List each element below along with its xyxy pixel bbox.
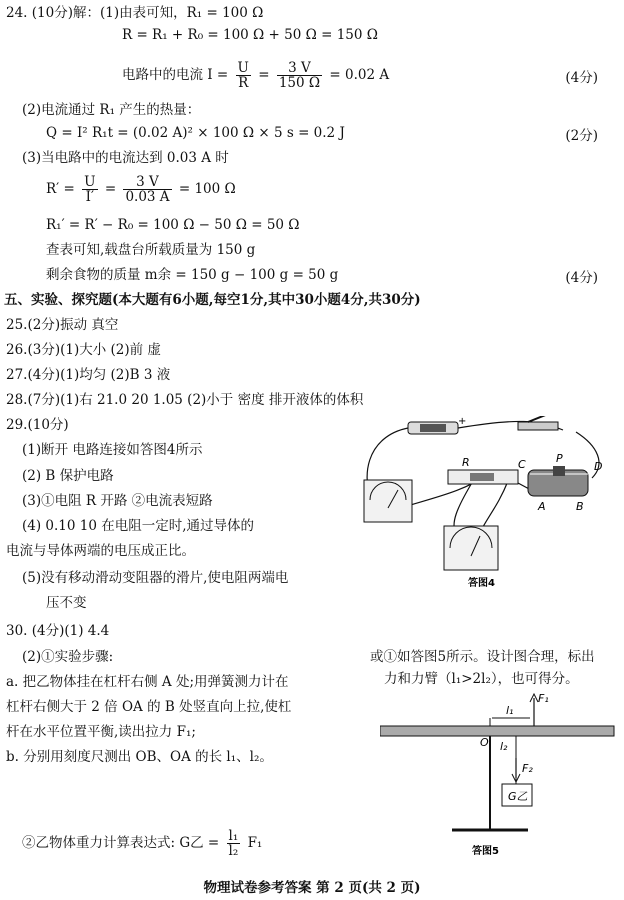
figure-4-caption: 答图4: [468, 578, 495, 589]
q24-total-resistance: R = R₁ + R₀ = 100 Ω + 50 Ω = 150 Ω: [122, 27, 378, 43]
f1-label: F₁: [538, 692, 549, 705]
q30-step-a1: a. 把乙物体挂在杠杆右侧 A 处;用弹簧测力计在: [6, 674, 289, 690]
q30-step-a3: 杆在水平位置平衡,读出拉力 F₁;: [6, 724, 196, 740]
q24-resistance-prime: R′ = $\frac{U}{I'}$ = $\frac{3 V}{0.03 A}$ = 100 Ω: [46, 174, 236, 205]
switch-base: [518, 422, 558, 430]
q26-answer: 26.(3分)(1)大小 (2)前 虚: [6, 342, 161, 358]
switch-lever: [528, 416, 548, 422]
lever-bar: [380, 726, 614, 736]
q24-table-lookup: 查表可知,载盘台所载质量为 150 g: [46, 242, 256, 258]
q24-current: 电路中的电流 I = $\frac{U}{R}$ = $\frac{3 V}{150 \Omega}$ = 0.02 A: [122, 60, 390, 91]
q28-answer: 28.(7分)(1)右 21.0 20 1.05 (2)小于 密度 排开液体的体积: [6, 392, 364, 408]
circuit-diagram-figure-4: [348, 416, 610, 600]
q30-step-b: b. 分别用刻度尺测出 OB、OA 的长 l₁、l₂。: [6, 749, 273, 765]
q24-remaining-mass: 剩余食物的质量 m余 = 150 g − 100 g = 50 g: [46, 267, 339, 283]
q24-part2: (2)电流通过 R₁ 产生的热量：: [22, 102, 201, 118]
q24-fraction-u-r: $\frac{U}{R}$: [237, 60, 249, 91]
q24-points-1: (4分): [565, 70, 598, 86]
q30-alt-1: 或①如答图5所示。设计图合理，标出: [370, 649, 595, 665]
battery-body: [420, 424, 446, 432]
l2-label: l₂: [500, 740, 508, 753]
q29-head: 29.(10分): [6, 417, 69, 433]
resistor-label: R: [462, 456, 470, 469]
voltmeter: [364, 480, 412, 522]
pivot-o-label: O: [480, 736, 489, 749]
terminal-c-label: C: [518, 458, 526, 471]
resistor-r: [470, 473, 494, 481]
q30-step-a2: 杠杆右侧大于 2 倍 OA 的 B 处竖直向上拉,使杠: [6, 699, 292, 715]
q29-answer-5b: 压不变: [46, 595, 87, 611]
q24-part3: (3)当电路中的电流达到 0.03 A 时: [22, 150, 229, 166]
rheostat-slider: [553, 466, 565, 476]
q30-formula-fraction: $\frac{\text{l₁}}{\text{l₂}}$: [228, 828, 239, 859]
ammeter: [444, 526, 498, 570]
q29-answer-2: (2) B 保护电路: [22, 468, 114, 484]
q30-part2: (2)①实验步骤:: [22, 649, 114, 665]
section-5-title: 五、实验、探究题(本大题有6小题,每空1分,其中30小题4分,共30分): [4, 292, 421, 308]
page-footer: 物理试卷参考答案 第 2 页(共 2 页): [203, 880, 421, 896]
q25-answer: 25.(2分)振动 真空: [6, 317, 119, 333]
q29-answer-4b: 电流与导体两端的电压成正比。: [6, 543, 195, 559]
q27-answer: 27.(4分)(1)均匀 (2)B 3 液: [6, 367, 171, 383]
q24-points-3: (4分): [565, 270, 598, 286]
plus-label: +: [458, 416, 467, 427]
terminal-a-label: A: [538, 500, 546, 513]
q30-formula: ②乙物体重力计算表达式: G乙 = $\frac{\text{l₁}}{\text{l₂}}$ F₁: [22, 828, 263, 859]
q24-points-2: (2分): [565, 128, 598, 144]
q24-heat: Q = I² R₁t = (0.02 A)² × 100 Ω × 5 s = 0.2 J: [46, 125, 345, 141]
slider-p-label: P: [556, 452, 563, 465]
q24-head: 24. (10分)解：(1)由表可知，R₁ = 100 Ω: [6, 5, 264, 21]
q24-fraction-values: $\frac{3 V}{150 \Omega}$: [278, 60, 321, 91]
figure-5-caption: 答图5: [472, 846, 499, 857]
lever-diagram-figure-5: [380, 688, 620, 866]
q29-answer-3: (3)①电阻 R 开路 ②电流表短路: [22, 493, 213, 509]
q24-fraction-u-i: $\frac{U}{I'}$: [84, 174, 96, 205]
q29-answer-4: (4) 0.10 10 在电阻一定时,通过导体的: [22, 518, 255, 534]
q24-fraction-values-2: $\frac{3 V}{0.03 A}$: [125, 174, 170, 205]
f2-label: F₂: [522, 762, 533, 775]
terminal-b-label: B: [576, 500, 584, 513]
q29-answer-1: (1)断开 电路连接如答图4所示: [22, 442, 203, 458]
l1-label: l₁: [506, 704, 514, 717]
q30-alt-2: 力和力臂（l₁>2l₂），也可得分。: [384, 671, 579, 687]
q29-answer-5: (5)没有移动滑动变阻器的滑片,使电阻两端电: [22, 570, 289, 586]
weight-label: G乙: [508, 790, 528, 803]
q30-head: 30. (4分)(1) 4.4: [6, 623, 110, 639]
q24-r1-prime: R₁′ = R′ − R₀ = 100 Ω − 50 Ω = 50 Ω: [46, 217, 300, 233]
q24-current-result: = 0.02 A: [329, 67, 390, 83]
terminal-d-label: D: [594, 460, 603, 473]
q24-current-prefix: 电路中的电流 I =: [122, 67, 229, 83]
